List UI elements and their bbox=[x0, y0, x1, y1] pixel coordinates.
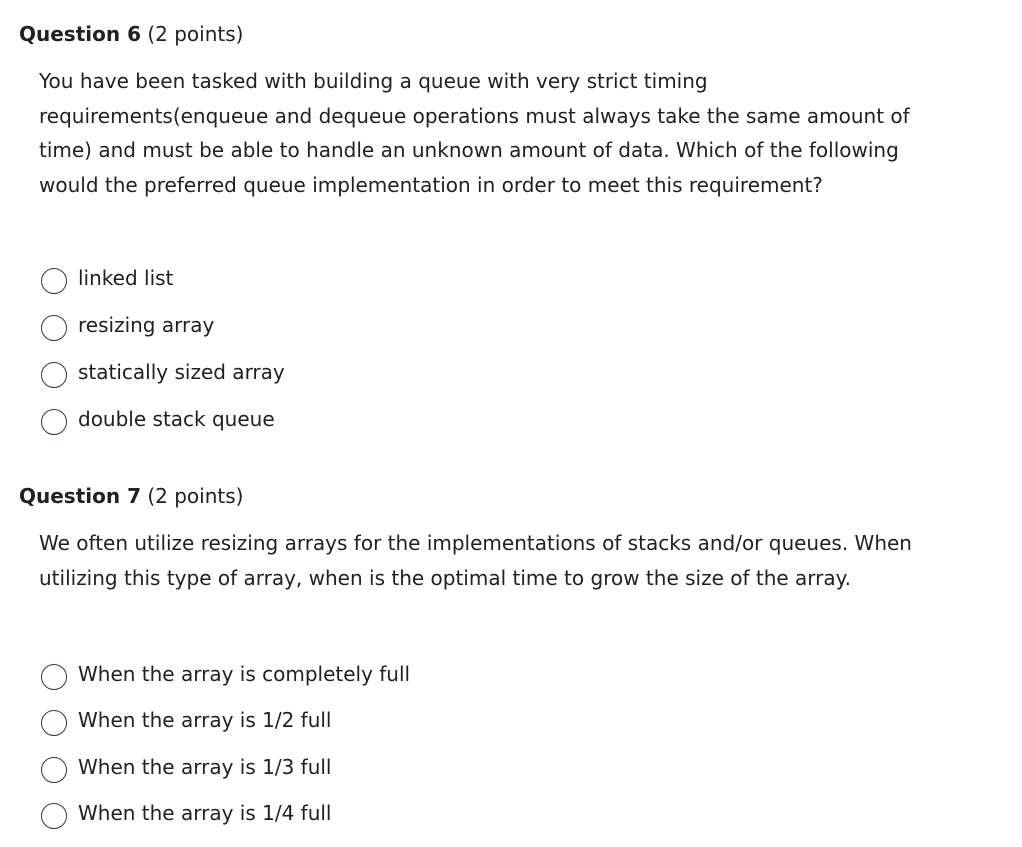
answer-label[interactable]: double stack queue bbox=[78, 406, 275, 431]
answer-option[interactable] bbox=[41, 395, 285, 442]
radio-button[interactable] bbox=[41, 268, 67, 294]
answer-label[interactable]: When the array is 1/3 full bbox=[78, 754, 332, 779]
question-text: You have been tasked with building a queue with very strict timing requirements(enqueue and dequeue operations must always take the same amount of time) and must be able to handle an unknown amount of data. Which of the following would the preferred queue implementation in order to meet this requirement? bbox=[39, 69, 910, 197]
answer-choices bbox=[41, 255, 285, 442]
radio-button[interactable] bbox=[41, 315, 67, 341]
answer-choices bbox=[41, 651, 410, 836]
radio-button[interactable] bbox=[41, 710, 67, 736]
question-name: Question 6 bbox=[19, 22, 141, 46]
answer-label[interactable]: linked list bbox=[78, 266, 174, 291]
answer-label[interactable]: When the array is 1/2 full bbox=[78, 708, 332, 733]
question-points: (2 points) bbox=[147, 484, 244, 508]
answer-option[interactable] bbox=[41, 651, 410, 697]
answer-label[interactable]: When the array is completely full bbox=[78, 662, 411, 687]
question-name: Question 7 bbox=[19, 484, 141, 508]
answer-label[interactable]: statically sized array bbox=[78, 359, 285, 384]
answer-option[interactable] bbox=[41, 790, 410, 836]
answer-option[interactable] bbox=[41, 255, 285, 302]
radio-button[interactable] bbox=[41, 803, 67, 829]
radio-button[interactable] bbox=[41, 757, 67, 783]
question-text: We often utilize resizing arrays for the implementations of stacks and/or queues. When utilizing this type of array, when is the optimal time to grow the size of the array. bbox=[39, 531, 912, 590]
answer-option[interactable] bbox=[41, 302, 285, 349]
answer-option[interactable] bbox=[41, 744, 410, 790]
answer-label[interactable]: resizing array bbox=[78, 313, 215, 338]
answer-label[interactable]: When the array is 1/4 full bbox=[78, 801, 332, 826]
radio-button[interactable] bbox=[41, 362, 67, 388]
question-title bbox=[19, 484, 243, 508]
answer-option[interactable] bbox=[41, 349, 285, 396]
answer-option[interactable] bbox=[41, 697, 410, 743]
question-title bbox=[19, 22, 243, 46]
question-points: (2 points) bbox=[147, 22, 244, 46]
radio-button[interactable] bbox=[41, 409, 67, 435]
radio-button[interactable] bbox=[41, 664, 67, 690]
